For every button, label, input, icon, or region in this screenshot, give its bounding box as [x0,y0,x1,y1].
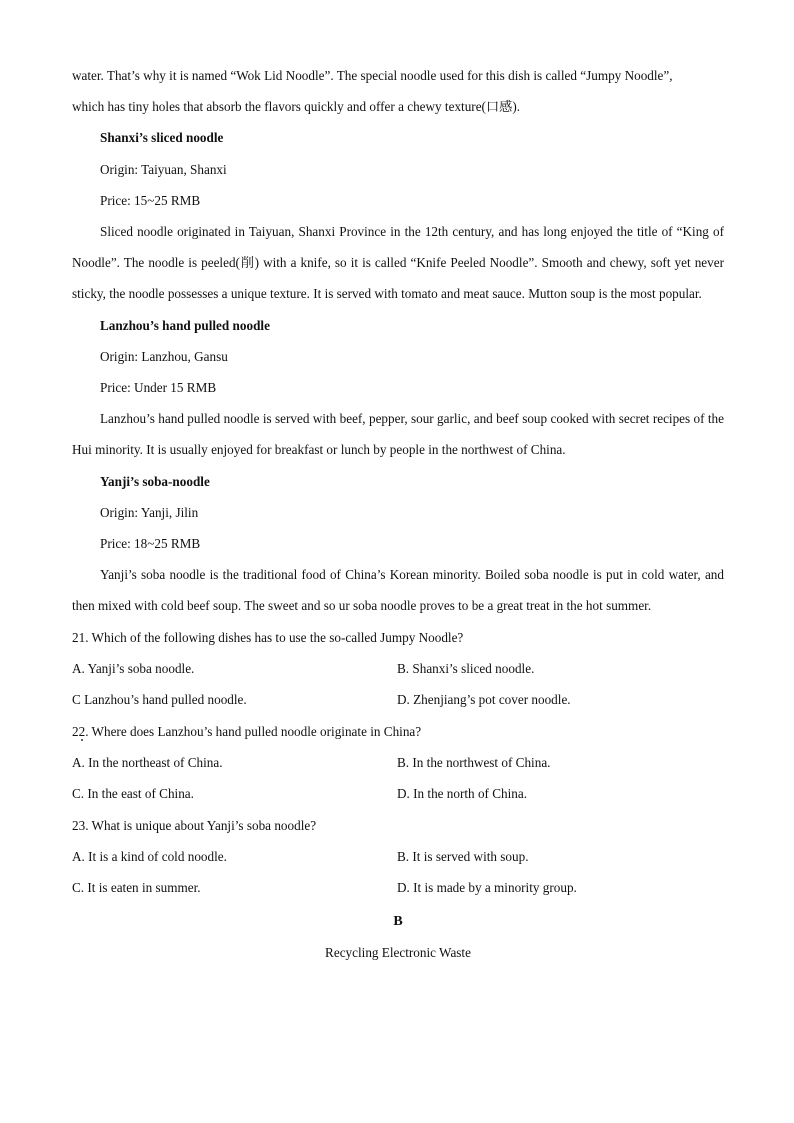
dish-name: Lanzhou’s hand pulled noodle [100,317,270,333]
dish-name: Shanxi’s sliced noodle [100,130,224,146]
option-a: A. In the northeast of China. [72,755,223,771]
dish-description: Yanji’s soba noodle is the traditional food of China’s Korean minority. Boiled soba noodle is put in cold water, and then mixed with cold beef soup. The sweet and so ur soba noodle proves to be a great treat in the hot summer. [72,567,724,614]
option-row [72,653,724,684]
option-b: B. Shanxi’s sliced noodle. [397,661,535,677]
dish-origin: Origin: Taiyuan, Shanxi [100,161,227,177]
stray-dot-mark [81,739,83,741]
document-page [72,60,724,968]
dish-origin: Origin: Yanji, Jilin [100,504,199,520]
option-row [72,872,724,903]
option-c: C Lanzhou’s hand pulled noodle. [72,692,247,708]
dish-price: Price: 15~25 RMB [100,192,201,208]
option-d: D. Zhenjiang’s pot cover noodle. [397,692,571,708]
intro-line-2: which has tiny holes that absorb the flavors quickly and offer a chewy texture(口感). [72,99,521,115]
section-letter: B [393,913,403,929]
option-c: C. It is eaten in summer. [72,880,201,896]
option-b: B. In the northwest of China. [397,755,551,771]
option-row [72,684,724,715]
intro-line-1: water. That’s why it is named “Wok Lid Noodle”. The special noodle used for this dish is called “Jumpy Noodle”, [72,68,673,83]
section-title: Recycling Electronic Waste [325,944,471,960]
option-c: C. In the east of China. [72,786,194,802]
question-stem: 23. What is unique about Yanji’s soba noodle? [72,817,317,833]
dish-price: Price: 18~25 RMB [100,536,201,552]
question-stem: 22. Where does Lanzhou’s hand pulled noodle originate in China? [72,723,422,739]
option-row [72,841,724,872]
option-d: D. It is made by a minority group. [397,880,577,896]
option-row [72,778,724,809]
dish-description: Lanzhou’s hand pulled noodle is served with beef, pepper, sour garlic, and beef soup cooked with secret recipes of the Hui minority. It is usually enjoyed for breakfast or lunch by people in the northwest of China. [72,411,724,458]
dish-description: Sliced noodle originated in Taiyuan, Shanxi Province in the 12th century, and has long enjoyed the title of “King of Noodle”. The noodle is peeled(削) with a knife, so it is called “Knife Peeled Noodle”. Smooth and chewy, soft yet never sticky, the noodle possesses a unique texture. It is served with tomato and meat sauce. Mutton soup is the most popular. [72,224,724,302]
option-a: A. It is a kind of cold noodle. [72,849,227,865]
dish-origin: Origin: Lanzhou, Gansu [100,348,228,364]
option-row [72,747,724,778]
dish-name: Yanji’s soba-noodle [100,473,210,489]
option-d: D. In the north of China. [397,786,528,802]
option-a: A. Yanji’s soba noodle. [72,661,195,677]
dish-price: Price: Under 15 RMB [100,380,217,396]
option-b: B. It is served with soup. [397,849,529,865]
question-stem: 21. Which of the following dishes has to use the so-called Jumpy Noodle? [72,629,464,645]
